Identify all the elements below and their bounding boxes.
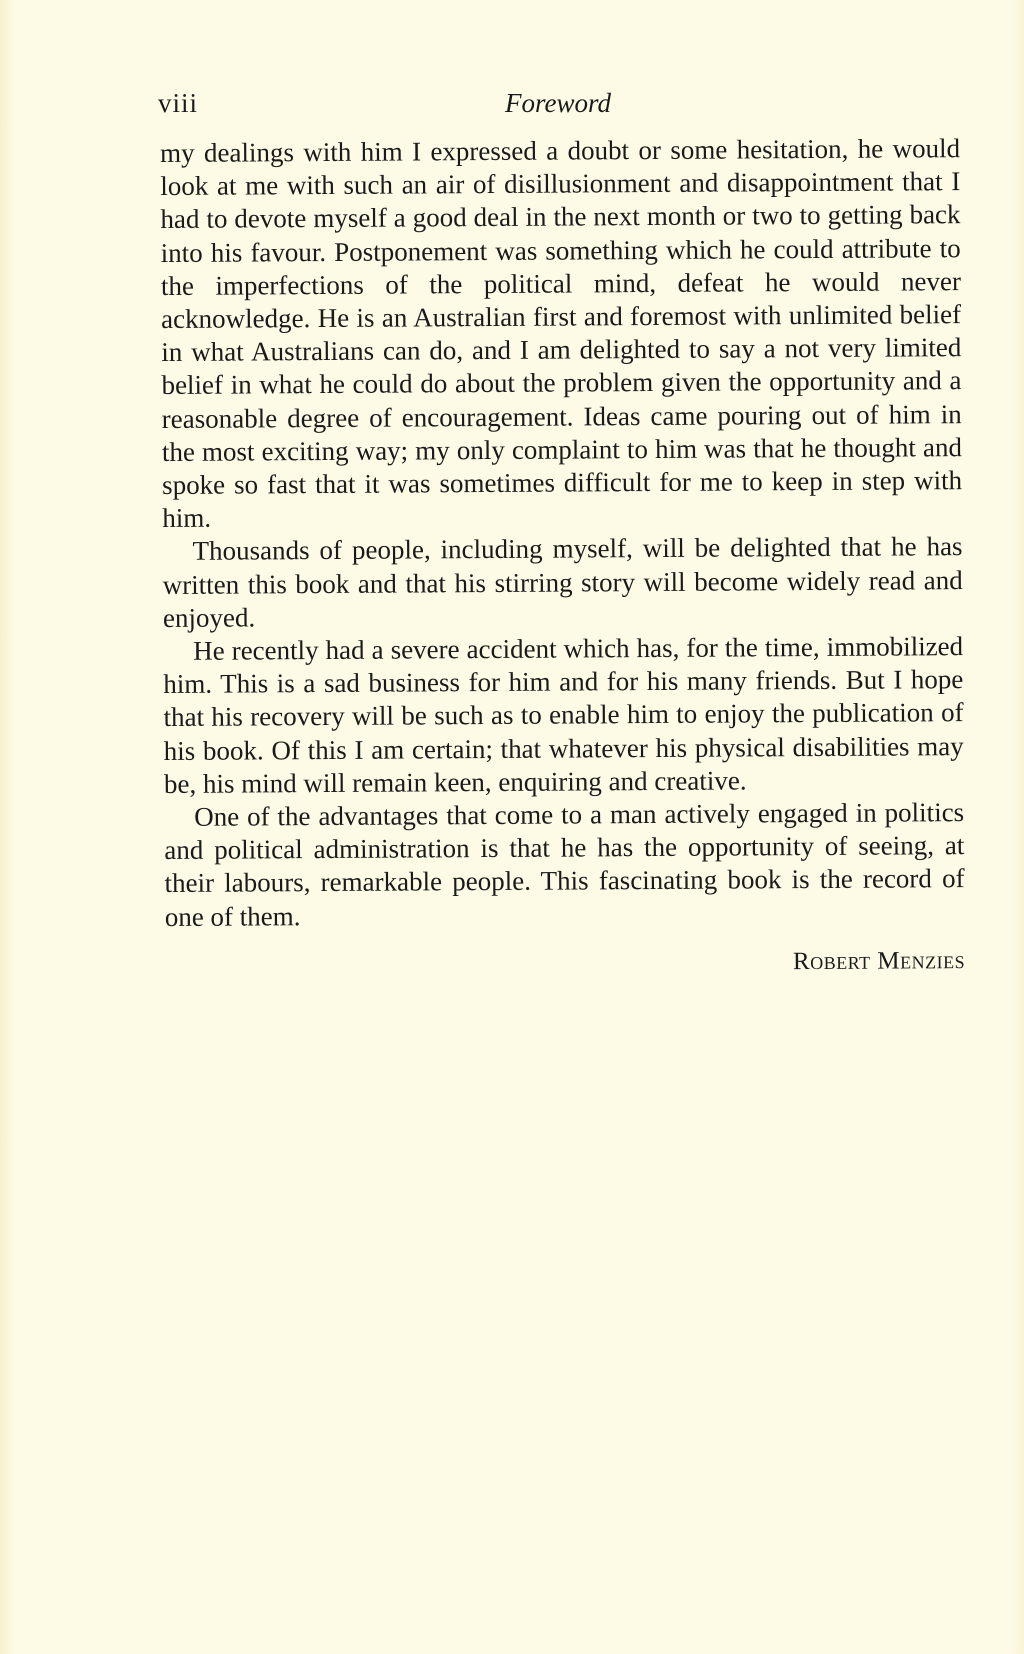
running-title: Foreword [505,88,611,118]
paragraph: He recently had a severe accident which has, for the time, immobilized him. This is a sad business for him and for his many friends. But I hope that his recovery will be such as to enable him to enjoy the publication of his book. Of this I am certain; that whatever his physical disabilities may be, his mind will remain keen, enquiring and creative. [163,631,964,799]
author-signature: Robert Menzies [792,946,966,976]
paragraph: Thousands of people, including myself, will be delighted that he has written this book and that his stirring story will become widely read and enjoyed. [162,531,963,633]
paragraph-continued: my dealings with him I expressed a doubt or some hesitation, he would look at me with such an air of disillusionment and disappointment that I had to devote myself a good deal in the next month or two to getting back into his favour. Postponement was something which he could attribute to the imperfections of the political mind, defeat he would never acknowledge. He is an Australian first and foremost with unlimited belief in what Australians can do, and I am delighted to say a not very limited belief in what he could do about the problem given the opportunity and a reasonable degree of encouragement. Ideas came pouring out of him in the most exciting way; my only complaint to him was that he thought and spoke so fast that it was sometimes difficult for me to keep in step with him. [160,133,963,534]
running-head [158,88,958,128]
paragraph: One of the advantages that come to a man actively engaged in politics and political administration is that he has the opportunity of seeing, at their labours, remarkable people. This fascinating book is the record of one of them. [164,797,965,932]
body-text [160,132,965,980]
page-number: viii [158,88,199,118]
